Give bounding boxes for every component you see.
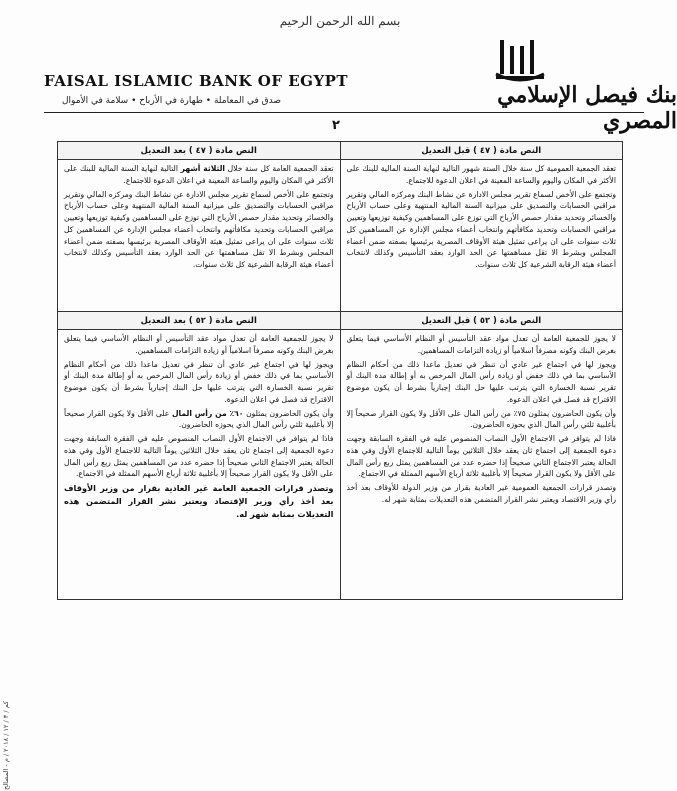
table-row (58, 330, 623, 600)
table-row (58, 142, 623, 160)
amendments-table (57, 141, 623, 600)
paragraph: وأن يكون الحاضرون يمثلون ٧٥٪ من رأس المال على الأقل ولا يكون القرار صحيحاً إلا بأغلبية ثلثي رأس المال الذي يحوزه الحاضرون. (346, 408, 616, 430)
paragraph: تعقد الجمعية العمومية كل سنة خلال الستة شهور التالية لنهاية السنة المالية للبنك على الأكثر في المكان واليوم والساعة المعينة في اعلان الدعوة للاجتماع. (346, 164, 616, 185)
bank-logo-icon (492, 36, 548, 84)
header-divider (44, 112, 644, 113)
text: وأن يكون الحاضرون يمثلون (246, 408, 334, 418)
highlighted-text: ٦٠٪ من رأس المال (171, 408, 244, 418)
text: التالية لنهاية السنة المالية للبنك على الأكثر في المكان واليوم والساعة المعينة في اعلان الدعوة للاجتماع. (64, 164, 334, 185)
article-52-before-text (340, 330, 623, 600)
highlighted-paragraph: وتصدر قرارات الجمعية العامة غير العادية بقرار من وزير الأوقاف بعد أخذ رأي وزير الإقتصاد ويعتبر نشر القرار المتضمن هذه التعديلات بمثابة شهر له. (64, 483, 334, 519)
article-52-before-header: النص مادة ( ٥٢ ) قبل التعديل (340, 312, 623, 330)
text: تعقد الجمعية العامة كل سنة خلال (227, 164, 334, 174)
basmala: بسم الله الرحمن الرحيم (279, 14, 401, 28)
margin-note: كم / ٣ / ١٢ / ٢٠١٨ / م - المصالح (2, 700, 10, 790)
paragraph: وتجتمع على الأخص لسماع تقرير مجلس الادارة عن نشاط البنك ومركزه المالي وتقرير مراقبي الحسابات والتصديق على ميزانية السنة المالية المنتهية وعلى حساب الأرباح والخسائر وتحديد مقدار حصص الأرباح التي توزع على المساهمين وكيفية توزيعها وتعيين مراقبي الحسابات وتحديد مكافأتهم وانتخاب أعضاء مجلس الإدارة عن المساهمين كل ثلاث سنوات على ان يراعى تمثيل هيئة الأوقاف المصرية برئيسها بصفته ضمن أعضاء المجلس وبشرط الا تقل مساهمتها عن الحد الوارد بعقد التأسيس وكذلك لانتخاب أعضاء هيئة الرقابة الشرعية كل ثلاث سنوات. (346, 189, 616, 270)
text: على الأقل ولا يكون القرار صحيحاً إلا بأغلبية ثلثي رأس المال الذي يحوزه الحاضرون. (64, 408, 334, 430)
article-47-before-text (340, 160, 623, 312)
page-number: ٢ (332, 118, 340, 133)
article-52-after-header: النص مادة ( ٥٢ ) بعد التعديل (58, 312, 341, 330)
paragraph: وتصدر قرارات الجمعية العمومية غير العادية بقرار من وزير الدولة للأوقاف بعد أخذ رأي وزير الاقتصاد ويعتبر نشر القرار المتضمن هذه التعديلات بمثابة شهر له. (346, 483, 616, 504)
table-row (58, 160, 623, 312)
bank-motto: صدق في المعاملة • طهارة في الأرباح • سلامة في الأموال (62, 96, 281, 106)
paragraph: وتجتمع على الأخص لسماع تقرير مجلس الادارة عن نشاط البنك ومركزه المالي وتقرير مراقبي الحسابات والتصديق على ميزانية السنة المالية المنتهية وعلى حساب الأرباح والخسائر وتحديد مقدار حصص الأرباح التي توزع على المساهمين وكيفية توزيعها وتعيين مراقبي الحسابات وتحديد مكافأتهم وانتخاب أعضاء مجلس الإدارة عن المساهمين كل ثلاث سنوات على ان يراعى تمثيل هيئة الأوقاف المصرية برئيسها بصفته ضمن أعضاء المجلس وبشرط الا تقل مساهمتها عن الحد الوارد بعقد التأسيس وكذلك لانتخاب أعضاء هيئة الرقابة الشرعية كل ثلاث سنوات. (64, 189, 334, 270)
article-47-before-header: النص مادة ( ٤٧ ) قبل التعديل (340, 142, 623, 160)
table-row (58, 312, 623, 330)
paragraph: لا يجوز للجمعية العامة أن تعدل مواد عقد التأسيس أو النظام الأساسي فيما يتعلق بغرض البنك وكونه مصرفاً اسلامياً أو زيادة التزامات المساهمين. (64, 334, 334, 355)
paragraph (64, 163, 334, 187)
paragraph: لا يجوز للجمعية العامة أن تعدل مواد عقد التأسيس أو النظام الأساسي فيما يتعلق بغرض البنك وكونه مصرفاً اسلامياً أو زيادة التزامات المساهمين. (346, 334, 616, 355)
highlighted-text: الثلاثة أشهر (180, 164, 226, 174)
paragraph: فاذا لم يتوافر في الاجتماع الأول النصاب المنصوص عليه في الفقرة السابقة وجهت دعوة الجمعية إلى اجتماع ثان يعقد خلال الثلاثين يوماً التالية للاجتماع الأول وفي هذه الحالة يعتبر الاجتماع الثاني صحيحاً إذا حضره عدد من المساهمين يمثل ربع رأس المال على الأقل ولا يكون القرار صحيحاً إلا بأغلبية ثلاثة أرباع الأسهم الممثلة في الاجتماع. (346, 434, 616, 479)
paragraph: فاذا لم يتوافر في الاجتماع الأول النصاب المنصوص عليه في الفقرة السابقة وجهت دعوة الجمعية إلى اجتماع ثان يعقد خلال الثلاثين يوماً التالية للاجتماع الأول وفي هذه الحالة يعتبر الاجتماع الثاني صحيحاً إذا حضره عدد من المساهمين يمثل ربع رأس المال على الأقل ولا يكون القرار صحيحاً إلا بأغلبية ثلاثة أرباع الأسهم الممثلة في الاجتماع. (64, 434, 334, 479)
bank-name-english: FAISAL ISLAMIC BANK OF EGYPT (44, 72, 349, 90)
article-47-after-text (58, 160, 341, 312)
article-47-after-header: النص مادة ( ٤٧ ) بعد التعديل (58, 142, 341, 160)
paragraph (64, 408, 334, 432)
paragraph: ويجوز لها في اجتماع غير عادي أن تنظر في تعديل ماعدا ذلك من أحكام النظام الأساسي بما في ذلك خفض أو زيادة رأس المال المرخص به أو إطالة مدة البنك أو تقرير نسبة الخسارة التي يترتب عليها حل البنك إجبارياً بشرط أن يكون موضوع الاقتراح قد فصل في اعلان الدعوة. (346, 359, 616, 404)
article-52-after-text (58, 330, 341, 600)
paragraph: ويجوز لها في اجتماع غير عادي أن تنظر في تعديل ماعدا ذلك من أحكام النظام الأساسي بما في ذلك خفض أو زيادة رأس المال المرخص به أو إطالة مدة البنك أو تقرير نسبة الخسارة التي يترتب عليها حل البنك إجبارياً بشرط أن يكون موضوع الاقتراح قد فصل في اعلان الدعوة. (64, 359, 334, 404)
bank-name-arabic: بنك فيصل الإسلامي المصري (497, 82, 677, 134)
